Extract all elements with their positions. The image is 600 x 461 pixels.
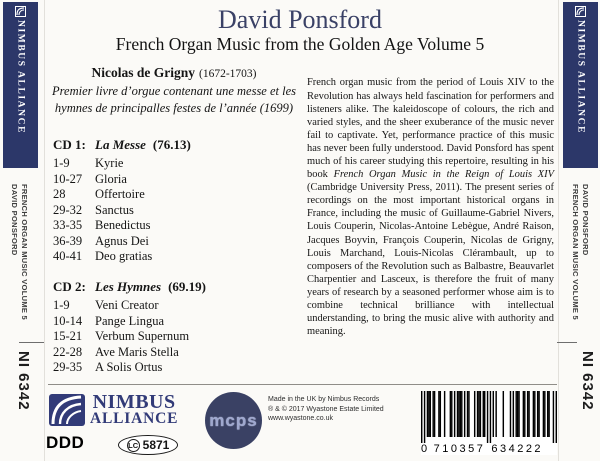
left-spine <box>0 0 45 461</box>
nimbus-alliance-spine-block <box>3 2 38 168</box>
footer-divider <box>48 384 557 385</box>
cd1-block <box>53 137 303 265</box>
track-numbers: 40-41 <box>53 249 83 263</box>
track-title: Offertoire <box>95 187 145 201</box>
description-book-title: French Organ Music in the Reign of Louis XIV <box>333 169 554 181</box>
cd2-track-list <box>53 298 303 376</box>
track-numbers: 10-14 <box>53 313 83 328</box>
spine-album: FRENCH ORGAN MUSIC VOLUME 5 <box>20 184 29 321</box>
cd2-header <box>53 279 303 295</box>
track-title: Veni Creator <box>95 298 159 312</box>
nimbus-swirl-icon <box>15 6 26 17</box>
barcode-digit-group1: 710357 <box>433 443 486 455</box>
track-numbers: 1-9 <box>53 298 70 312</box>
nimbus-swirl-icon <box>48 393 86 427</box>
album-subtitle: French Organ Music from the Golden Age Volume 5 <box>115 34 485 54</box>
track-title: Deo gratias <box>95 249 153 263</box>
nimbus-alliance-spine-block <box>563 2 598 168</box>
catalog-number: NI 6342 <box>579 351 596 411</box>
catalog-number: NI 6342 <box>15 351 32 411</box>
nimbus-swirl-icon <box>575 6 586 17</box>
track-numbers: 29-32 <box>53 202 83 217</box>
track-numbers: 28 <box>53 187 66 201</box>
description-part2: (Cambridge University Press, 2011). The present series of recordings on the most important historical organs in France, including the music of Guillaume-Gabriel Nivers, Louis Couperin, Nicolas-Antoine Lebègue, André Raison, Jacques Boyvin, François Couperin, Nicolas de Grigny, Louis Marchand, Louis-Nicolas Clérambault, up to composers of the Revolution such as Balbastre, Beauvarlet Charpentier and Lasceux, is therefore the fruit of many years of research by a seasoned performer whose aim is to combine technical brilliance with intellectual understanding, to bring the music alive with authority and meaning. <box>307 182 554 338</box>
cd2-label: CD 2: <box>53 279 86 294</box>
composer-line <box>45 64 303 82</box>
spine-album: FRENCH ORGAN MUSIC VOLUME 5 <box>571 184 580 321</box>
lc-number: 5871 <box>142 438 170 452</box>
cd1-duration: (76.13) <box>152 137 191 152</box>
track-numbers: 15-21 <box>53 329 83 343</box>
work-title <box>45 83 303 116</box>
track-title: Sanctus <box>95 202 134 217</box>
track-row <box>53 156 303 172</box>
track-row <box>53 203 303 219</box>
cd2-block <box>53 279 303 376</box>
track-title: Benedictus <box>95 218 151 232</box>
track-row <box>53 360 303 376</box>
barcode-digit-group2: 634222 <box>491 443 544 455</box>
spine-rule <box>557 342 577 343</box>
cd2-title: Les Hymnes <box>95 279 162 294</box>
track-row <box>53 234 303 250</box>
track-row <box>53 314 303 330</box>
barcode-digit-first: 0 <box>421 443 430 455</box>
cd1-track-list <box>53 156 303 265</box>
track-numbers: 10-27 <box>53 171 83 186</box>
track-title: Pange Lingua <box>95 313 165 328</box>
track-numbers: 36-39 <box>53 233 83 248</box>
work-title-line2: hymnes de principalles festes de l’année (1699) <box>54 100 294 115</box>
track-row <box>53 329 303 345</box>
track-row <box>53 345 303 361</box>
spine-brand-label: NIMBUS ALLIANCE <box>15 20 26 135</box>
album-description <box>307 76 554 338</box>
nimbus-wordmark <box>90 393 178 426</box>
composer-name: Nicolas de Grigny <box>91 65 195 80</box>
nimbus-alliance-logo <box>48 393 178 427</box>
credit-line3: www.wyastone.co.uk <box>268 415 333 423</box>
album-artist-title: David Ponsford <box>218 5 382 34</box>
track-title: Ave Maris Stella <box>95 344 179 359</box>
mcps-logo: mcps <box>205 392 262 449</box>
track-numbers: 22-28 <box>53 344 83 359</box>
barcode-bars <box>421 391 557 443</box>
track-title: Agnus Dei <box>95 233 149 248</box>
track-numbers: 33-35 <box>53 218 83 232</box>
track-row <box>53 187 303 203</box>
track-title: Gloria <box>95 171 127 186</box>
spine-rule <box>19 342 44 343</box>
barcode <box>421 391 557 455</box>
credit-line2: ® & © 2017 Wyastone Estate Limited <box>268 405 384 413</box>
barcode-digits <box>421 443 557 455</box>
spine-artist: DAVID PONSFORD <box>581 184 590 256</box>
track-numbers: 29-35 <box>53 360 83 374</box>
work-title-line1: Premier livre d’orgue contenant une messe et les <box>51 84 297 98</box>
cd2-duration: (69.19) <box>168 279 206 294</box>
track-row <box>53 172 303 188</box>
track-numbers: 1-9 <box>53 156 70 170</box>
composer-dates: (1672-1703) <box>199 68 257 80</box>
cd1-title: La Messe <box>95 137 146 152</box>
nimbus-wordmark-line2: ALLIANCE <box>90 410 179 427</box>
nimbus-wordmark-line1: NIMBUS <box>92 391 176 413</box>
credit-line1: Made in the UK by Nimbus Records <box>268 396 380 403</box>
spine-brand-label: NIMBUS ALLIANCE <box>575 20 586 135</box>
cd1-label: CD 1: <box>53 137 86 152</box>
spine-title-text <box>570 184 590 320</box>
track-row <box>53 218 303 234</box>
ddd-label: DDD <box>46 433 85 452</box>
cd1-header <box>53 137 303 153</box>
track-title: Verbum Supernum <box>95 329 190 343</box>
right-spine <box>555 0 600 461</box>
description-part1: French organ music from the period of Louis XIV to the Revolution has always held fascination for performers and listeners alike. The kaleidoscope of colours, the rich and varied styles, and the sheer exuberance of the music never fail to captivate. Yet, performance practice of this music has never been fully understood. David Ponsford has spent much of his career studying this repertoire, resulting in his book <box>307 77 554 181</box>
track-row <box>53 298 303 314</box>
track-title: Kyrie <box>95 156 124 170</box>
production-credits <box>268 395 384 424</box>
spine-artist: DAVID PONSFORD <box>10 184 19 256</box>
lc-circle: LC <box>128 440 139 450</box>
track-title: A Solis Ortus <box>95 360 163 374</box>
track-row <box>53 249 303 265</box>
lc-badge <box>118 435 178 455</box>
spine-title-text <box>9 184 29 320</box>
